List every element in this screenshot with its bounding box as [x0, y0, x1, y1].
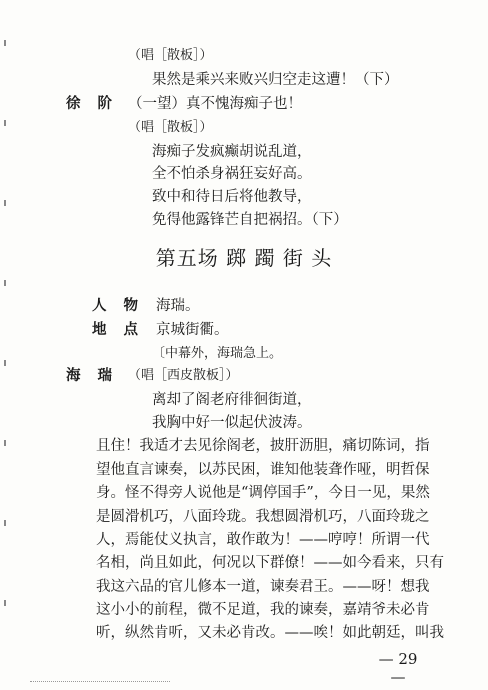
scene-title: 第五场 踯 躅 街 头: [155, 246, 333, 270]
prose-line: 名相，尚且如此，何况以下群僚！——如今看来，只有: [96, 555, 444, 571]
lyric-line: 离却了阁老府徘徊街道，: [152, 392, 312, 408]
lyric-line: 免得他露锋芒自把祸招。（下）: [152, 212, 348, 228]
place-value: 京城街衢。: [156, 322, 229, 338]
speaker-hai-rui: 海 瑞: [66, 367, 119, 384]
prose-line: 人，焉能仗义执言，敢作敢为！——哼哼！所谓一代: [96, 532, 430, 548]
stage-direction: 〔中幕外，海瑞急上。: [152, 346, 283, 361]
margin-mark: [4, 600, 6, 606]
cast-value: 海瑞。: [156, 298, 200, 314]
dialogue-line: （一望）真不愧海痴子也！: [128, 96, 302, 112]
lyric-line: 致中和待日后将他教导，: [152, 189, 312, 205]
lyric-line: 果然是乘兴来败兴归空走这遭！（下）: [152, 72, 399, 88]
margin-mark: [4, 280, 6, 286]
page-number: — 29 —: [372, 650, 424, 686]
margin-mark: [4, 200, 6, 206]
prose-line: 我这六品的官儿修本一道，谏奏君王。——呀！想我: [96, 579, 430, 595]
lyric-line: 我胸中好一似起伏波涛。: [152, 415, 312, 431]
sung-direction: （唱［西皮散板］）: [128, 368, 239, 383]
prose-line: 是圆滑机巧，八面玲珑。我想圆滑机巧，八面玲珑之: [96, 509, 430, 525]
prose-line: 身。怪不得旁人说他是“调停国手”，今日一见，果然: [96, 485, 430, 501]
prose-line: 这小小的前程，微不足道，我的谏奏，嘉靖爷未必肯: [96, 602, 430, 618]
prose-line: 且住！我适才去见徐阁老，披肝沥胆，痛切陈词，指: [96, 438, 430, 454]
margin-mark: [4, 440, 6, 446]
margin-mark: [4, 40, 6, 46]
lyric-line: 全不怕杀身祸狂妄好高。: [152, 166, 312, 182]
lyric-line: 海痴子发疯癫胡说乱道，: [152, 144, 312, 160]
sung-direction: （唱［散板］）: [128, 48, 213, 63]
sung-direction: （唱［散板］）: [128, 120, 213, 135]
prose-line: 望他直言谏奏，以苏民困，谁知他装聋作哑，明哲保: [96, 462, 430, 478]
margin-mark: [4, 360, 6, 366]
margin-mark: [4, 120, 6, 126]
prose-line: 听，纵然肯听，又未必肯改。——唉！如此朝廷，叫我: [96, 625, 444, 641]
cast-label: 人 物: [92, 297, 145, 314]
margin-mark: [4, 520, 6, 526]
scan-edge-dots: [30, 681, 170, 683]
speaker-xu-jie: 徐 阶: [66, 95, 119, 112]
place-label: 地 点: [92, 321, 145, 338]
